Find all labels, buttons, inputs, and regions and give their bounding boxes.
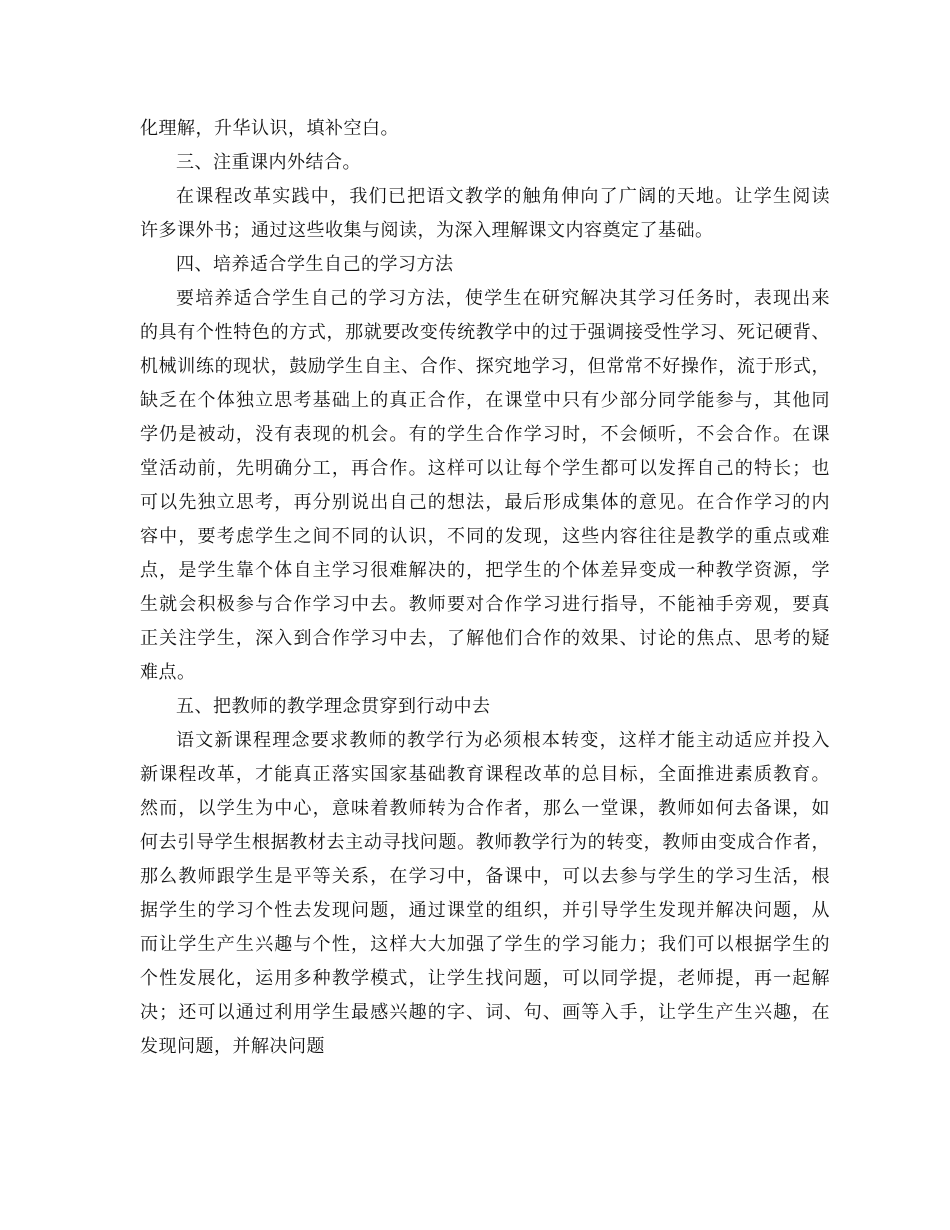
text-line: 堂活动前，先明确分工，再合作。这样可以让每个学生都可以发挥自己的特长；也 xyxy=(140,458,830,479)
text-line: 缺乏在个体独立思考基础上的真正合作，在课堂中只有少部分同学能参与，其他同 xyxy=(140,390,830,411)
text-line: 的具有个性特色的方式，那就要改变传统教学中的过于强调接受性学习、死记硬背、 xyxy=(140,322,830,343)
text-line: 三、注重课内外结合。 xyxy=(176,152,361,173)
text-line: 要培养适合学生自己的学习方法，使学生在研究解决其学习任务时，表现出来 xyxy=(176,288,830,309)
text-line: 新课程改革，才能真正落实国家基础教育课程改革的总目标，全面推进素质教育。 xyxy=(140,764,830,785)
text-line: 决；还可以通过利用学生最感兴趣的字、词、句、画等入手，让学生产生兴趣，在 xyxy=(140,1002,830,1023)
text-line: 机械训练的现状，鼓励学生自主、合作、探究地学习，但常常不好操作，流于形式， xyxy=(140,356,830,377)
text-line: 而让学生产生兴趣与个性，这样大大加强了学生的学习能力；我们可以根据学生的 xyxy=(140,934,830,955)
text-line: 个性发展化，运用多种教学模式，让学生找问题，可以同学提，老师提，再一起解 xyxy=(140,968,830,989)
text-line: 五、把教师的教学理念贯穿到行动中去 xyxy=(176,696,491,717)
text-line: 正关注学生，深入到合作学习中去，了解他们合作的效果、讨论的焦点、思考的疑 xyxy=(140,628,830,649)
text-line: 然而，以学生为中心，意味着教师转为合作者，那么一堂课，教师如何去备课，如 xyxy=(140,798,830,819)
text-line: 容中，要考虑学生之间不同的认识，不同的发现，这些内容往往是教学的重点或难 xyxy=(140,526,830,547)
text-line: 学仍是被动，没有表现的机会。有的学生合作学习时，不会倾听，不会合作。在课 xyxy=(140,424,830,445)
text-line: 点，是学生靠个体自主学习很难解决的，把学生的个体差异变成一种教学资源，学 xyxy=(140,560,830,581)
text-line: 何去引导学生根据教材去主动寻找问题。教师教学行为的转变，教师由变成合作者， xyxy=(140,832,830,853)
text-line: 据学生的学习个性去发现问题，通过课堂的组织，并引导学生发现并解决问题，从 xyxy=(140,900,830,921)
text-line: 难点。 xyxy=(140,662,196,683)
text-line: 在课程改革实践中，我们已把语文教学的触角伸向了广阔的天地。让学生阅读 xyxy=(176,186,830,207)
text-line: 四、培养适合学生自己的学习方法 xyxy=(176,254,454,275)
text-line: 许多课外书；通过这些收集与阅读，为深入理解课文内容奠定了基础。 xyxy=(140,220,714,241)
text-line: 那么教师跟学生是平等关系，在学习中，备课中，可以去参与学生的学习生活，根 xyxy=(140,866,830,887)
text-line: 语文新课程理念要求教师的教学行为必须根本转变，这样才能主动适应并投入 xyxy=(176,730,830,751)
text-line: 发现问题，并解决问题 xyxy=(140,1036,325,1057)
text-line: 化理解，升华认识，填补空白。 xyxy=(140,118,399,139)
text-line: 可以先独立思考，再分别说出自己的想法，最后形成集体的意见。在合作学习的内 xyxy=(140,492,830,513)
text-line: 生就会积极参与合作学习中去。教师要对合作学习进行指导，不能袖手旁观，要真 xyxy=(140,594,830,615)
document-body xyxy=(140,112,830,1064)
